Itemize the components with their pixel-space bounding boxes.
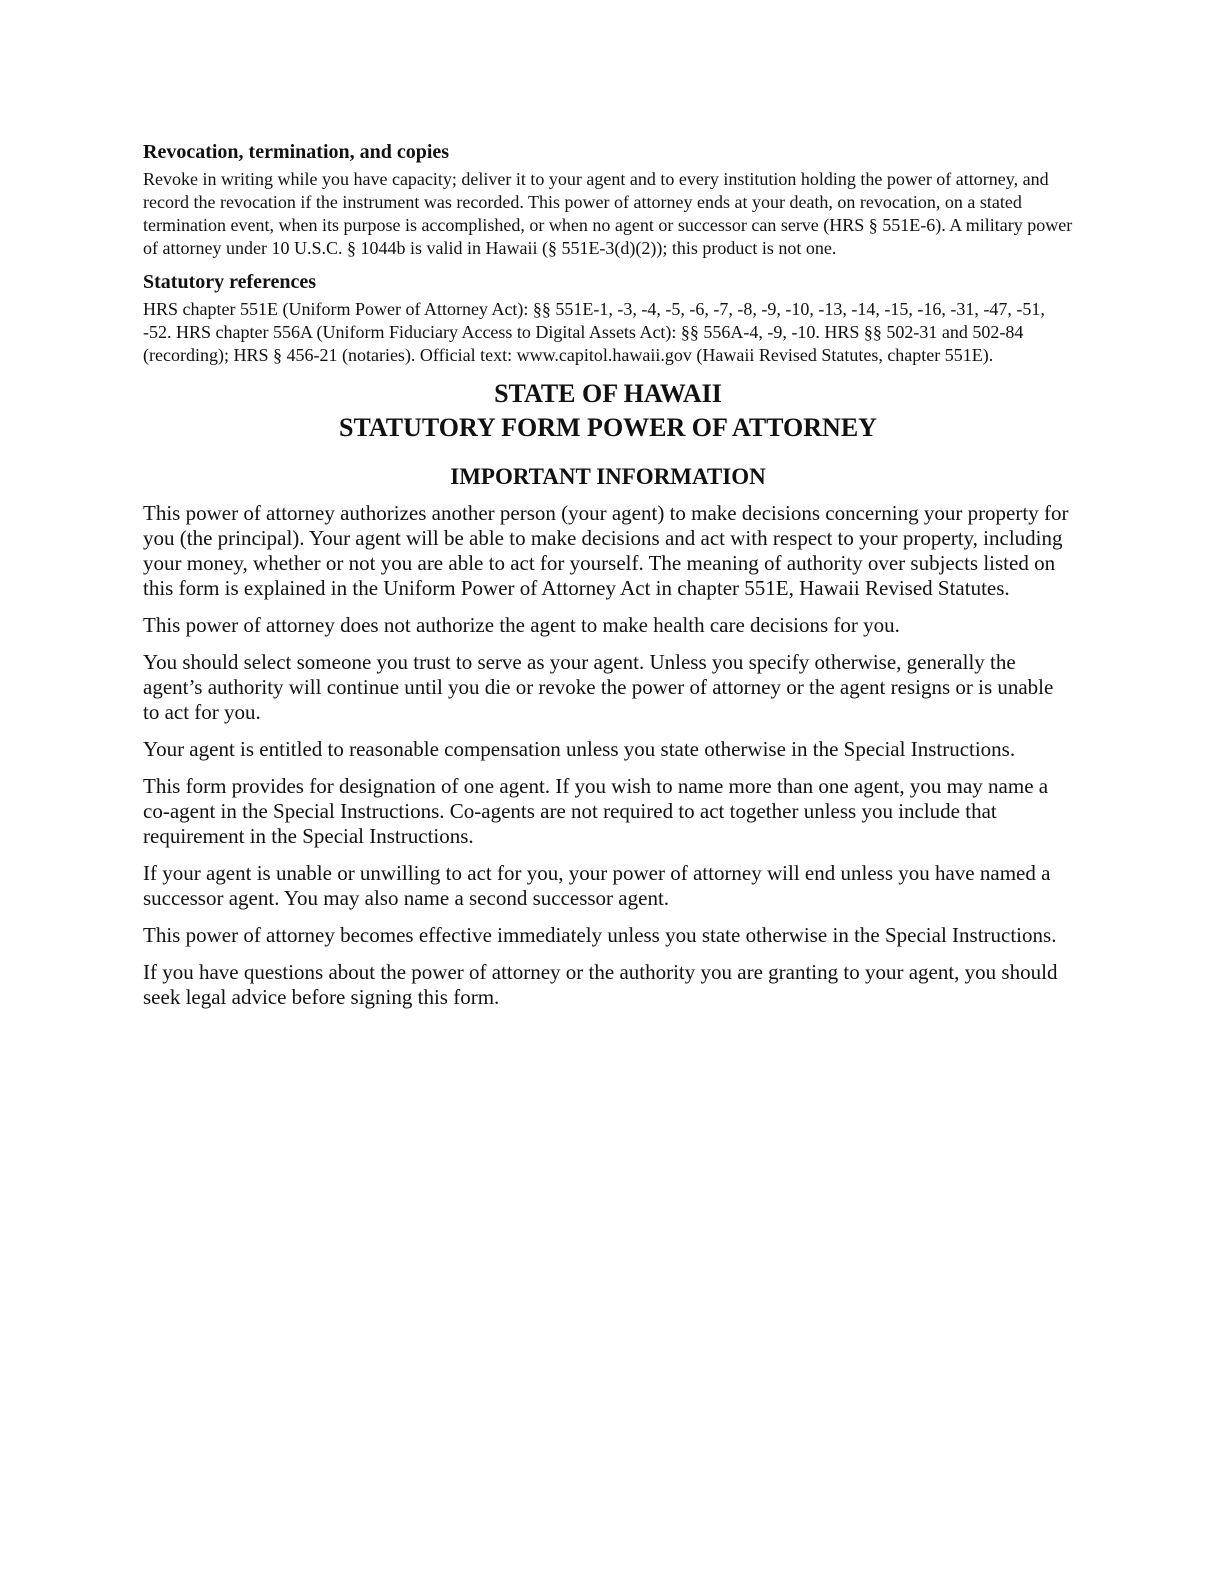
revocation-heading: Revocation, termination, and copies [143, 141, 450, 163]
form-title-name: STATUTORY FORM POWER OF ATTORNEY [339, 413, 877, 442]
form-title-state: STATE OF HAWAII [494, 379, 722, 408]
info-paragraph: You should select someone you trust to serve as your agent. Unless you specify otherwise, generally the agent’s authority will continue until you die or revoke the power of attorney or the agent resigns or is unable to act for you. [143, 650, 1054, 724]
info-paragraph: If you have questions about the power of attorney or the authority you are granting to your agent, you should seek legal advice before signing this form. [143, 960, 1058, 1009]
info-paragraph: If your agent is unable or unwilling to act for you, your power of attorney will end unless you have named a successor agent. You may also name a second successor agent. [143, 861, 1051, 910]
info-paragraph: This power of attorney does not authorize the agent to make health care decisions for you. [143, 613, 900, 637]
info-paragraph: Your agent is entitled to reasonable compensation unless you state otherwise in the Special Instructions. [143, 737, 1016, 761]
revocation-body: Revoke in writing while you have capacity; deliver it to your agent and to every institution holding the power of attorney, and record the revocation if the instrument was recorded. This power of attorney ends at your death, on revocation, on a stated termination event, when its purpose is accomplished, or when no agent or successor can serve (HRS § 551E-6). A military power of attorney under 10 U.S.C. § 1044b is valid in Hawaii (§ 551E-3(d)(2)); this product is not one. [143, 169, 1073, 258]
document-page [143, 140, 1073, 1010]
info-paragraph: This form provides for designation of one agent. If you wish to name more than one agent, you may name a co-agent in the Special Instructions. Co-agents are not required to act together unless you include that requirement in the Special Instructions. [143, 774, 1049, 848]
statutory-references-body: HRS chapter 551E (Uniform Power of Attorney Act): §§ 551E-1, -3, -4, -5, -6, -7, -8, -9, -10, -13, -14, -15, -16, -31, -47, -51, -52. HRS chapter 556A (Uniform Fiduciary Access to Digital Assets Act): §§ 556A-4, -9, -10. HRS §§ 502-31 and 502-84 (recording); HRS § 456-21 (notaries). Official text: www.capitol.hawaii.gov (Hawaii Revised Statutes, chapter 551E). [143, 299, 1045, 365]
section-spacer [143, 260, 1073, 270]
info-paragraph: This power of attorney becomes effective immediately unless you state otherwise in the Special Instructions. [143, 923, 1057, 947]
statutory-references-heading: Statutory references [143, 271, 317, 293]
info-paragraph: This power of attorney authorizes another person (your agent) to make decisions concerning your property for you (the principal). Your agent will be able to make decisions and act with respect to your property, including your money, whether or not you are able to act for yourself. The meaning of authority over subjects listed on this form is explained in the Uniform Power of Attorney Act in chapter 551E, Hawaii Revised Statutes. [143, 501, 1069, 600]
important-information-heading: IMPORTANT INFORMATION [450, 464, 766, 489]
